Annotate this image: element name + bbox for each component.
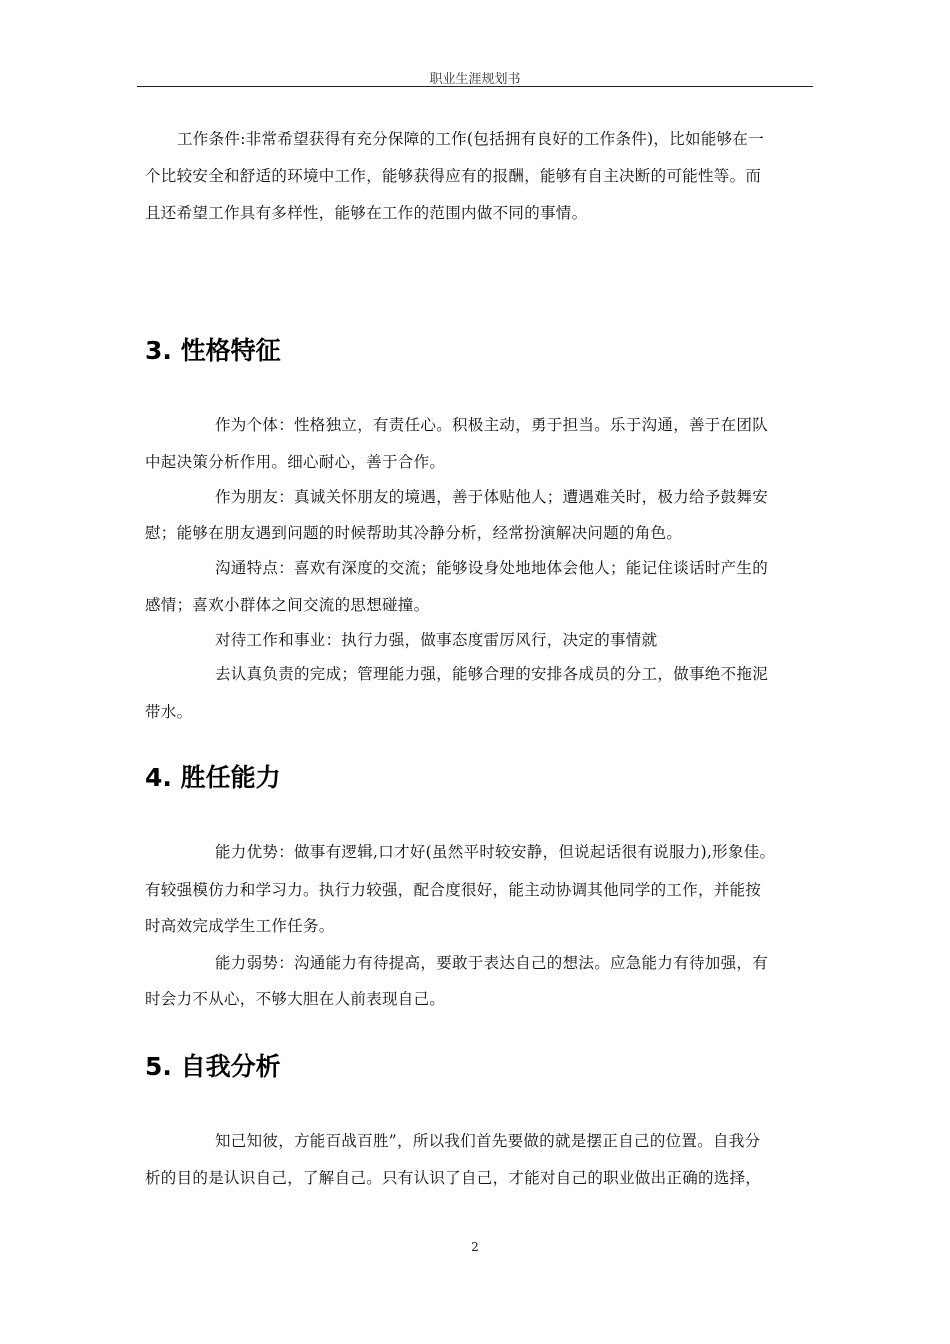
text-line: 慰；能够在朋友遇到问题的时候帮助其冷静分析，经常扮演解决问题的角色。 [145, 524, 683, 542]
header-divider [137, 86, 813, 87]
text-line: 感情；喜欢小群体之间交流的思想碰撞。 [145, 596, 430, 614]
section-heading-personality: 3. 性格特征 [145, 336, 281, 365]
text-line: 时会力不从心，不够大胆在人前表现自己。 [145, 990, 446, 1008]
text-line: 时高效完成学生工作任务。 [145, 917, 335, 935]
text-line: 对待工作和事业：执行力强，做事态度雷厉风行，决定的事情就 [215, 631, 658, 649]
text-line: 且还希望工作具有多样性，能够在工作的范围内做不同的事情。 [145, 204, 588, 222]
text-line: 知己知彼，方能百战百胜”，所以我们首先要做的就是摆正自己的位置。自我分 [215, 1132, 761, 1150]
text-line: 个比较安全和舒适的环境中工作，能够获得应有的报酬，能够有自主决断的可能性等。而 [145, 167, 762, 185]
text-line: 去认真负责的完成；管理能力强，能够合理的安排各成员的分工，做事绝不拖泥 [215, 665, 769, 683]
text-line: 作为个体：性格独立，有责任心。积极主动，勇于担当。乐于沟通，善于在团队 [215, 416, 769, 434]
text-line: 作为朋友：真诚关怀朋友的境遇，善于体贴他人；遭遇难关时，极力给予鼓舞安 [215, 488, 769, 506]
text-line: 能力弱势：沟通能力有待提高，要敢于表达自己的想法。应急能力有待加强，有 [215, 954, 769, 972]
text-line: 工作条件:非常希望获得有充分保障的工作(包括拥有良好的工作条件)，比如能够在一 [177, 130, 765, 148]
text-line: 中起决策分析作用。细心耐心，善于合作。 [145, 453, 446, 471]
page-number: 2 [471, 1240, 479, 1254]
text-line: 能力优势：做事有逻辑,口才好(虽然平时较安静，但说起话很有说服力),形象佳。 [215, 843, 776, 861]
text-line: 有较强模仿力和学习力。执行力较强，配合度很好，能主动协调其他同学的工作，并能按 [145, 881, 762, 899]
text-line: 析的目的是认识自己，了解自己。只有认识了自己，才能对自己的职业做出正确的选择， [145, 1169, 762, 1187]
text-line: 带水。 [145, 703, 193, 721]
section-heading-competence: 4. 胜任能力 [145, 763, 281, 792]
section-heading-self-analysis: 5. 自我分析 [145, 1052, 281, 1081]
text-line: 沟通特点：喜欢有深度的交流；能够设身处地地体会他人；能记住谈话时产生的 [215, 559, 769, 577]
header-title: 职业生涯规划书 [429, 72, 521, 87]
